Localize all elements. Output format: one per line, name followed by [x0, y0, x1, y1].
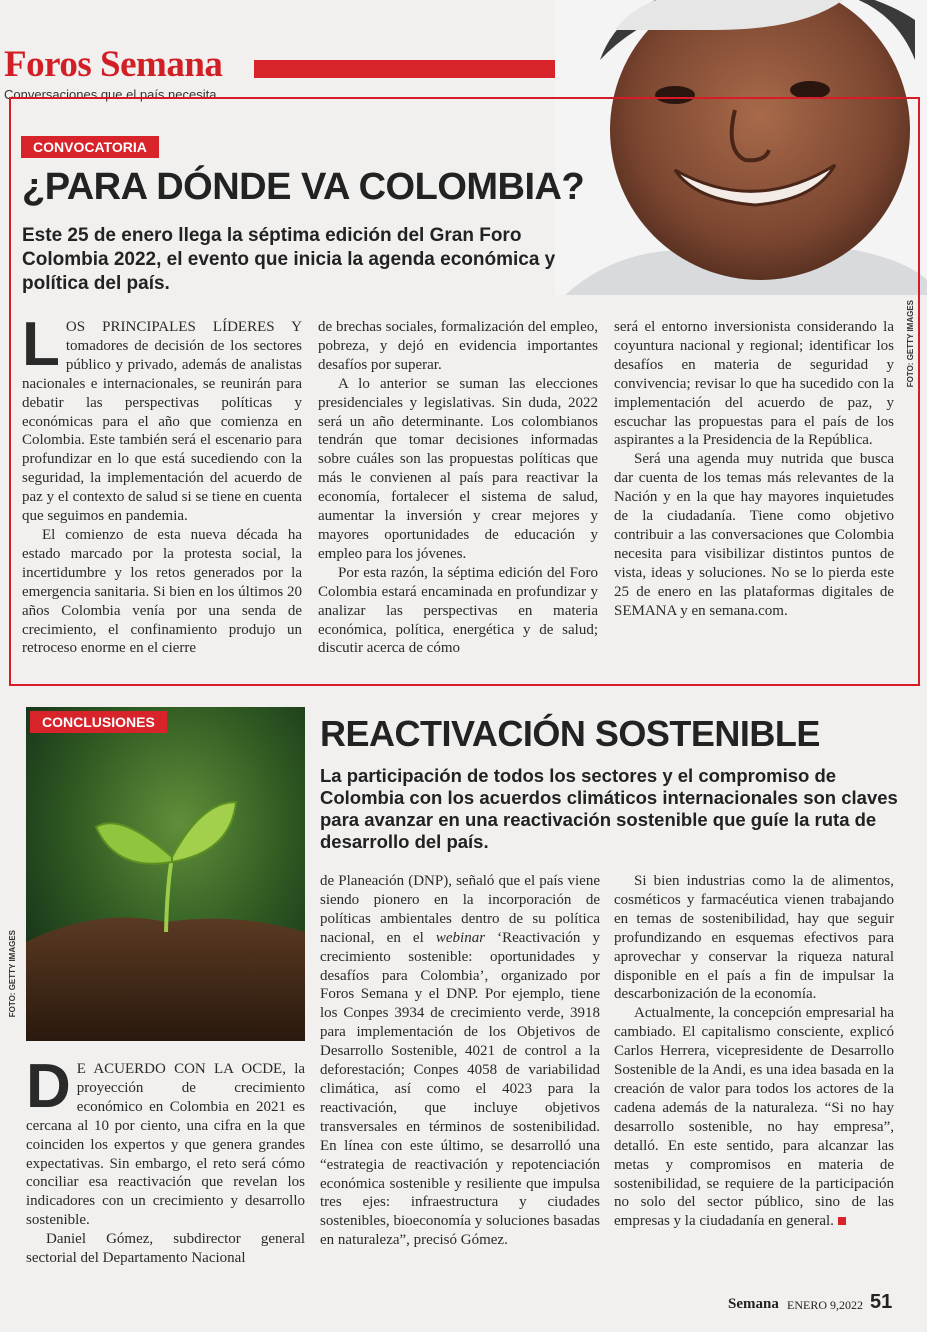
article-title: ¿PARA DÓNDE VA COLOMBIA? — [22, 166, 585, 208]
italic-term: webinar — [435, 929, 486, 946]
article-column — [614, 318, 894, 621]
article-subtitle: Este 25 de enero llega la séptima edición del Gran Foro Colombia 2022, el evento que inicia la agenda económica y política del país. — [22, 225, 556, 294]
sprout-photo — [26, 707, 305, 1041]
paragraph: Por esta razón, la séptima edición del Foro Colombia estará encaminada en profundizar y analizar las perspectivas en materia económica, política, energética y de salud; discutir acerca de cómo — [318, 564, 598, 657]
article-column — [26, 1052, 306, 1268]
paragraph: será el entorno inversionista considerando la coyuntura nacional y regional; identificar los desafíos en materia de seguridad y convivencia; revisar lo que ha sucedido con la implementación del acuerdo de paz, y escuchar las propuestas para el país de los aspirantes a la Presidencia de la República. — [614, 319, 894, 449]
paragraph: Daniel Gómez, subdirector general sectorial del Departamento Nacional — [26, 1231, 305, 1267]
paragraph-text: tomadores de decisión de los sectores público y privado, además de analistas nacionales e internacionales, se reunirán para debatir las perspectivas políticas y económicas para el año que comienza en Colombia. Este también será el escenario para profundizar en lo que está sucediendo con la seguridad, la implementación del acuerdo de paz y el contexto de salud si se tiene en cuenta que seguimos en pandemia. — [22, 337, 302, 525]
paragraph: El comienzo de esta nueva década ha estado marcado por la protesta social, la incertidumbre y los retos generados por la emergencia sanitaria. Si bien en los últimos 20 años Colombia venía por una senda de crecimiento, el confinamiento produjo un retroceso enorme en el cierre — [22, 526, 302, 657]
footer-brand: Semana — [728, 1296, 779, 1312]
article-column — [22, 310, 302, 658]
page-number: 51 — [870, 1291, 893, 1313]
section-badge: CONVOCATORIA — [21, 136, 159, 158]
lead-caps: E ACUERDO CON LA OCDE, — [76, 1061, 286, 1077]
paragraph — [614, 1004, 894, 1231]
paragraph: Si bien industrias como la de alimentos, cosméticos y farmacéutica vienen trabajando en temas de sostenibilidad, hay que seguir profundizando en esquemas efectivos para aprovechar y conservar la riqueza natural disponible en el país a fin de impulsar la descarbonización de la economía. — [614, 873, 894, 1003]
paragraph — [26, 1052, 306, 1230]
article-column — [318, 318, 598, 658]
paragraph — [22, 310, 302, 526]
paragraph-text: Actualmente, la concepción empresarial ha cambiado. El capitalismo consciente, explicó Carlos Herrera, vicepresidente de Desarrollo Sostenible de la Andi, es una idea basada en la creación de valor para todos los actores de la cadena además de la naturaleza. “Si no hay desarrollo sostenible, no hay empresa”, detalló. En este sentido, para alcanzar las metas y compromisos en materia de sostenibilidad, se requiere de la participación no solo del sector público, sino de las empresas y la ciudadanía en general. — [614, 1005, 894, 1230]
lead-caps: OS PRINCIPALES LÍDERES Y — [65, 319, 302, 335]
photo-credit: FOTO: GETTY IMAGES — [8, 930, 17, 1018]
paragraph: de brechas sociales, formalización del empleo, pobreza, y dejó en evidencia importantes desafíos por superar. — [318, 319, 598, 373]
section-badge: CONCLUSIONES — [30, 711, 167, 733]
article-title: REACTIVACIÓN SOSTENIBLE — [320, 713, 820, 754]
footer-date: ENERO 9,2022 — [787, 1298, 863, 1312]
paragraph — [320, 872, 600, 1250]
article-column — [320, 872, 600, 1250]
paragraph: Será una agenda muy nutrida que busca dar cuenta de los temas más relevantes de la Nación y en la que hay mayores inquietudes de la ciudadanía. Tiene como objetivo contribuir a las conversaciones que Colombia necesita para visibilizar distintos puntos de vista, ideas y soluciones. No se lo pierda este 25 de enero en las plataformas digitales de SEMANA y en semana.com. — [614, 451, 894, 619]
paragraph-text: ‘Reactivación y crecimiento sostenible: oportunidades y desafíos para Colombia’, organizado por Foros Semana y el DNP. Por ejemplo, tiene los Conpes 3934 de crecimiento verde, 3918 para implementación de los Objetivos de Desarrollo Sostenible, 4021 de control a la deforestación; Conpes 4058 de variabilidad climática, así como el 4023 para la reactivación, que incluye objetivos transversales en términos de sostenibilidad. En línea con este último, se desarrolló una “estrategia de reactivación y repotenciación económica sostenible y resiliente que impulsa tres ejes: infraestructura y ciudades sostenibles, bioeconomía y soluciones basadas en naturaleza”, precisó Gómez. — [320, 929, 601, 1249]
paragraph: A lo anterior se suman las elecciones presidenciales y legislativas. Sin duda, 2022 será un año determinante. Los colombianos tendrán que tomar decisiones informadas sobre cuáles son las propuestas políticas que más le convienen al país para reactivar la economía, fortalecer el sistema de salud, aumentar la inversión y crear mejores y mayores oportunidades de educación y empleo para los jóvenes. — [318, 375, 598, 562]
paragraph-text: la proyección de crecimiento económico en Colombia en 2021 es cercana al 10 por ciento, una cifra en la que coinciden los expertos y que genera grandes expectativas. Sin embargo, el reto será cómo conciliar esa reactivación que revelan los indicadores con un crecimiento y desarrollo sostenible. — [26, 1061, 306, 1229]
drop-cap: L — [22, 310, 60, 379]
brand-name: Foros Semana — [4, 44, 223, 85]
brand-tagline: Conversaciones que el país necesita — [4, 87, 217, 102]
end-mark-icon — [838, 1217, 846, 1225]
paragraph-text: de Planeación (DNP), señaló que el país viene siendo pionero en la incorporación de políticas ambientales dentro de su política nacional, en el — [320, 873, 600, 946]
article-subtitle: La participación de todos los sectores y el compromiso de Colombia con los acuerdos climáticos internacionales son claves para avanzar en una reactivación sostenible que guíe la ruta de desarrollo del país. — [320, 765, 898, 852]
drop-cap: D — [26, 1052, 71, 1121]
article-column — [614, 872, 894, 1231]
photo-credit: FOTO: GETTY IMAGES — [906, 300, 915, 388]
